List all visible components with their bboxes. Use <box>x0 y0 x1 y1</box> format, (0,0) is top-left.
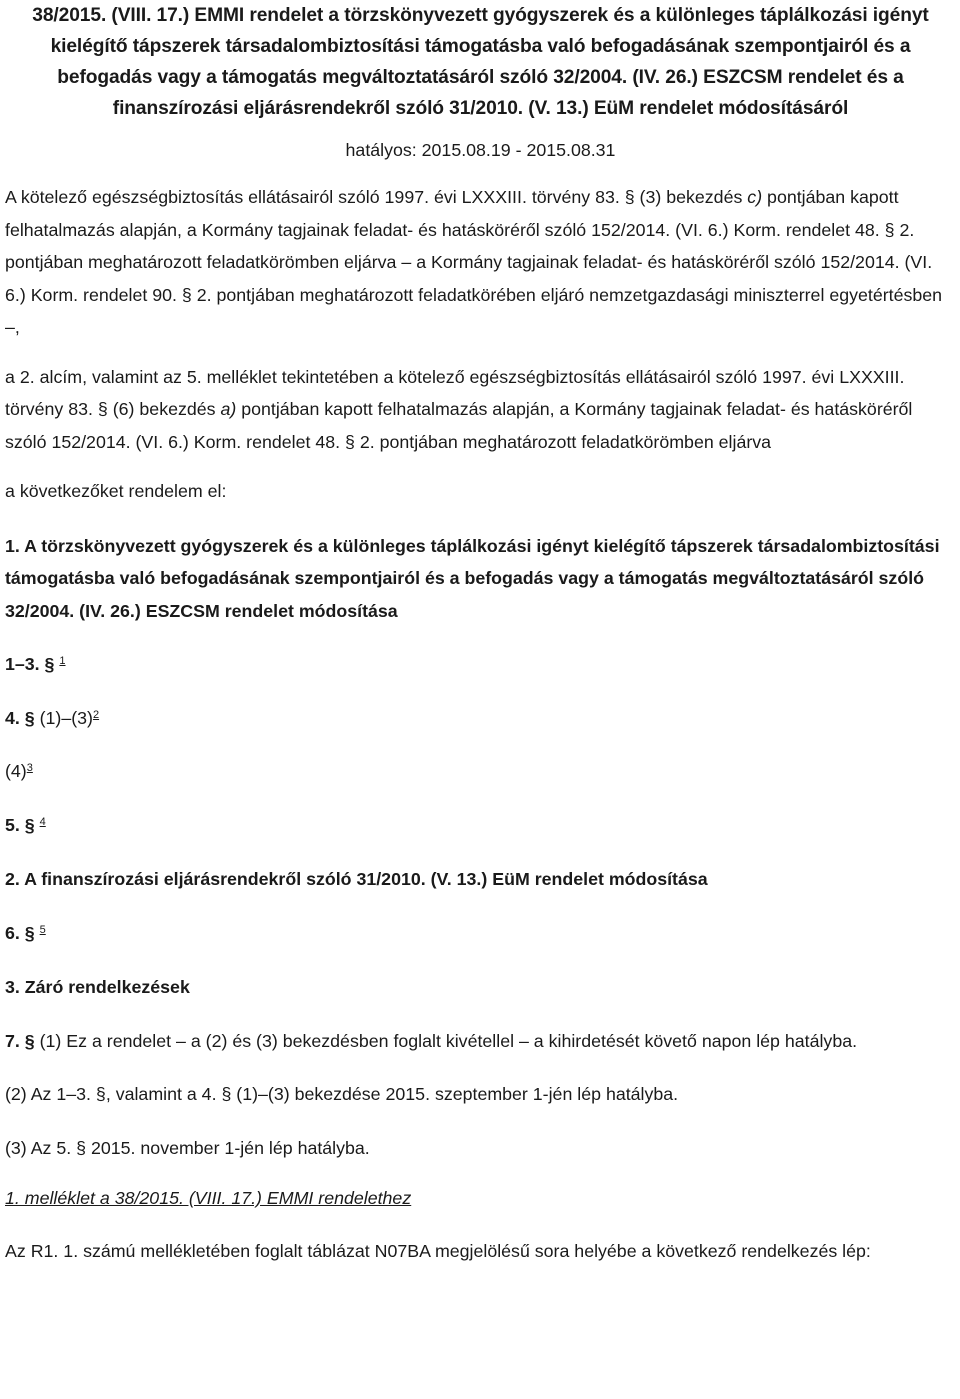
preamble-paragraph-2 <box>5 361 956 459</box>
preamble-paragraph-1 <box>5 181 956 344</box>
section-4-paragraph-4 <box>5 755 956 788</box>
section-number: 5. § <box>5 814 35 835</box>
enactment-clause: a következőket rendelem el: <box>5 481 227 501</box>
section-7-paragraph-1 <box>5 1025 956 1058</box>
preamble-text: pontjában kapott felhatalmazás alapján, a Kormány tagjainak feladat- és hatásköréről szóló 152/2014. (VI. 6.) Korm. rendelet 48. § 2. pontjában meghatározott feladatkörömben eljárva – a Kormány tagjainak feladat- és hatásköréről szóló 152/2014. (VI. 6.) Korm. rendelet 90. § 2. pontjában meghatározott feladatkörében eljáró nemzetgazdasági miniszterrel egyetértésben –, <box>5 187 943 337</box>
preamble-point: a) <box>220 399 237 419</box>
preamble-text: A kötelező egészségbiztosítás ellátásairól szóló 1997. évi LXXXIII. törvény 83. § (3) bekezdés <box>5 187 748 207</box>
footnote-link-4[interactable]: 4 <box>39 815 46 828</box>
section-6 <box>5 917 956 950</box>
section-4 <box>5 702 956 735</box>
footnote-link-2[interactable]: 2 <box>92 708 100 721</box>
chapter-3-heading: 3. Záró rendelkezések <box>5 977 190 997</box>
validity-period: hatályos: 2015.08.19 - 2015.08.31 <box>345 140 616 160</box>
section-5 <box>5 809 956 842</box>
section-7-paragraph-3: (3) Az 5. § 2015. november 1-jén lép hatályba. <box>5 1137 370 1158</box>
chapter-2-heading: 2. A finanszírozási eljárásrendekről szóló 31/2010. (V. 13.) EüM rendelet módosítása <box>5 869 708 889</box>
section-number: 4. § <box>5 707 35 728</box>
annex-text: Az R1. 1. számú mellékletében foglalt táblázat N07BA megjelölésű sora helyébe a következő rendelkezés lép: <box>5 1240 871 1261</box>
chapter-1-heading: 1. A törzskönyvezett gyógyszerek és a különleges táplálkozási igényt kielégítő tápszerek társadalombiztosítási támogatásba való befogadásának szempontjairól és a befogadás vagy a támogatás megváltoztatásáról szóló 32/2004. (IV. 26.) ESZCSM rendelet módosítása <box>5 535 940 621</box>
section-7-paragraph-2: (2) Az 1–3. §, valamint a 4. § (1)–(3) bekezdése 2015. szeptember 1-jén lép hatályba. <box>5 1084 679 1104</box>
section-number: 7. § <box>5 1030 35 1051</box>
preamble-text: a 2. alcím, valamint az 5. melléklet tekintetében a kötelező egészségbiztosítás ellátásairól szóló 1997. évi LXXXIII. törvény 83. § (6) bekezdés <box>5 366 905 419</box>
section-number: 1–3. § <box>5 654 55 674</box>
annex-title <box>5 1182 956 1215</box>
section-number: 6. § <box>5 922 35 943</box>
preamble-point: c) <box>747 187 763 207</box>
section-text: (4) <box>5 761 27 781</box>
annex-title-text: 1. melléklet a 38/2015. (VIII. 17.) EMMI rendelethez <box>5 1188 412 1208</box>
section-1-3 <box>5 648 956 681</box>
document-title: 38/2015. (VIII. 17.) EMMI rendelet a törzskönyvezett gyógyszerek és a különleges táplálkozási igényt kielégítő tápszerek társadalombiztosítási támogatásba való befogadásának szempontjairól és a befogadás vagy a támogatás megváltoztatásáról szóló 32/2004. (IV. 26.) ESZCSM rendelet és a finanszírozási eljárásrendekről szóló 31/2010. (V. 13.) EüM rendelet módosításáról <box>32 5 929 119</box>
footnote-link-3[interactable]: 3 <box>26 762 33 774</box>
footnote-link-5[interactable]: 5 <box>39 923 46 936</box>
section-text: (1) Ez a rendelet – a (2) és (3) bekezdésben foglalt kivétellel – a kihirdetését követő napon lép hatályba. <box>34 1030 858 1051</box>
section-text: (1)–(3) <box>34 707 93 728</box>
preamble-text: pontjában kapott felhatalmazás alapján, a Kormány tagjainak feladat- és hatásköréről szóló 152/2014. (VI. 6.) Korm. rendelet 48. § 2. pontjában meghatározott feladatkörömben eljárva <box>5 399 913 452</box>
footnote-link-1[interactable]: 1 <box>59 655 66 667</box>
